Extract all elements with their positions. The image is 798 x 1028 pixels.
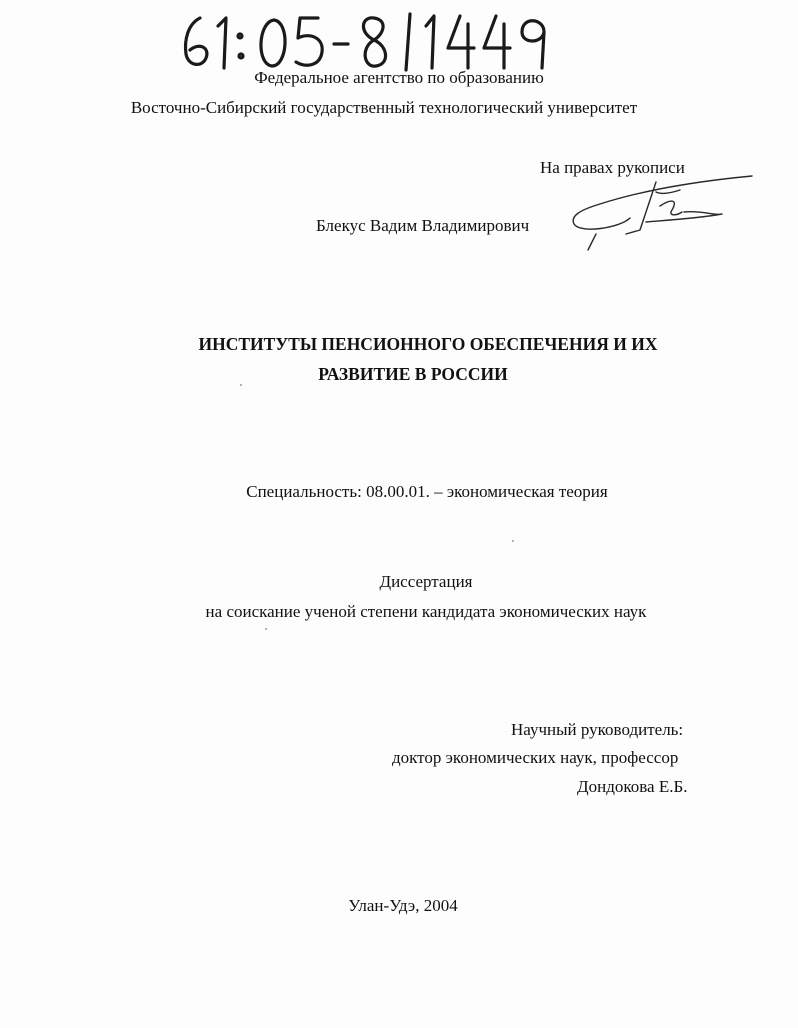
- place-and-year: Улан-Удэ, 2004: [348, 896, 458, 915]
- agency-name: Федеральное агентство по образованию: [254, 68, 544, 87]
- work-type: Диссертация: [379, 572, 473, 591]
- scan-speck: [240, 384, 242, 386]
- handwritten-archive-code: [178, 10, 550, 72]
- supervisor-label: Научный руководитель:: [511, 720, 684, 739]
- scan-speck: [265, 628, 267, 630]
- title-line-2: РАЗВИТИЕ В РОССИИ: [318, 364, 508, 384]
- title-line-1: ИНСТИТУТЫ ПЕНСИОННОГО ОБЕСПЕЧЕНИЯ И ИХ: [198, 334, 658, 354]
- signature: [560, 170, 760, 260]
- specialty: Специальность: 08.00.01. – экономическая теория: [246, 482, 608, 501]
- supervisor-name: Дондокова Е.Б.: [577, 777, 688, 796]
- author-name: Блекус Вадим Владимирович: [316, 216, 530, 235]
- university-name: Восточно-Сибирский государственный технологический университет: [130, 98, 638, 117]
- degree-purpose: на соискание ученой степени кандидата экономических наук: [205, 602, 647, 621]
- manuscript-rights: На правах рукописи: [540, 158, 685, 177]
- supervisor-degree: доктор экономических наук, профессор: [392, 748, 679, 767]
- scan-speck: [512, 540, 514, 542]
